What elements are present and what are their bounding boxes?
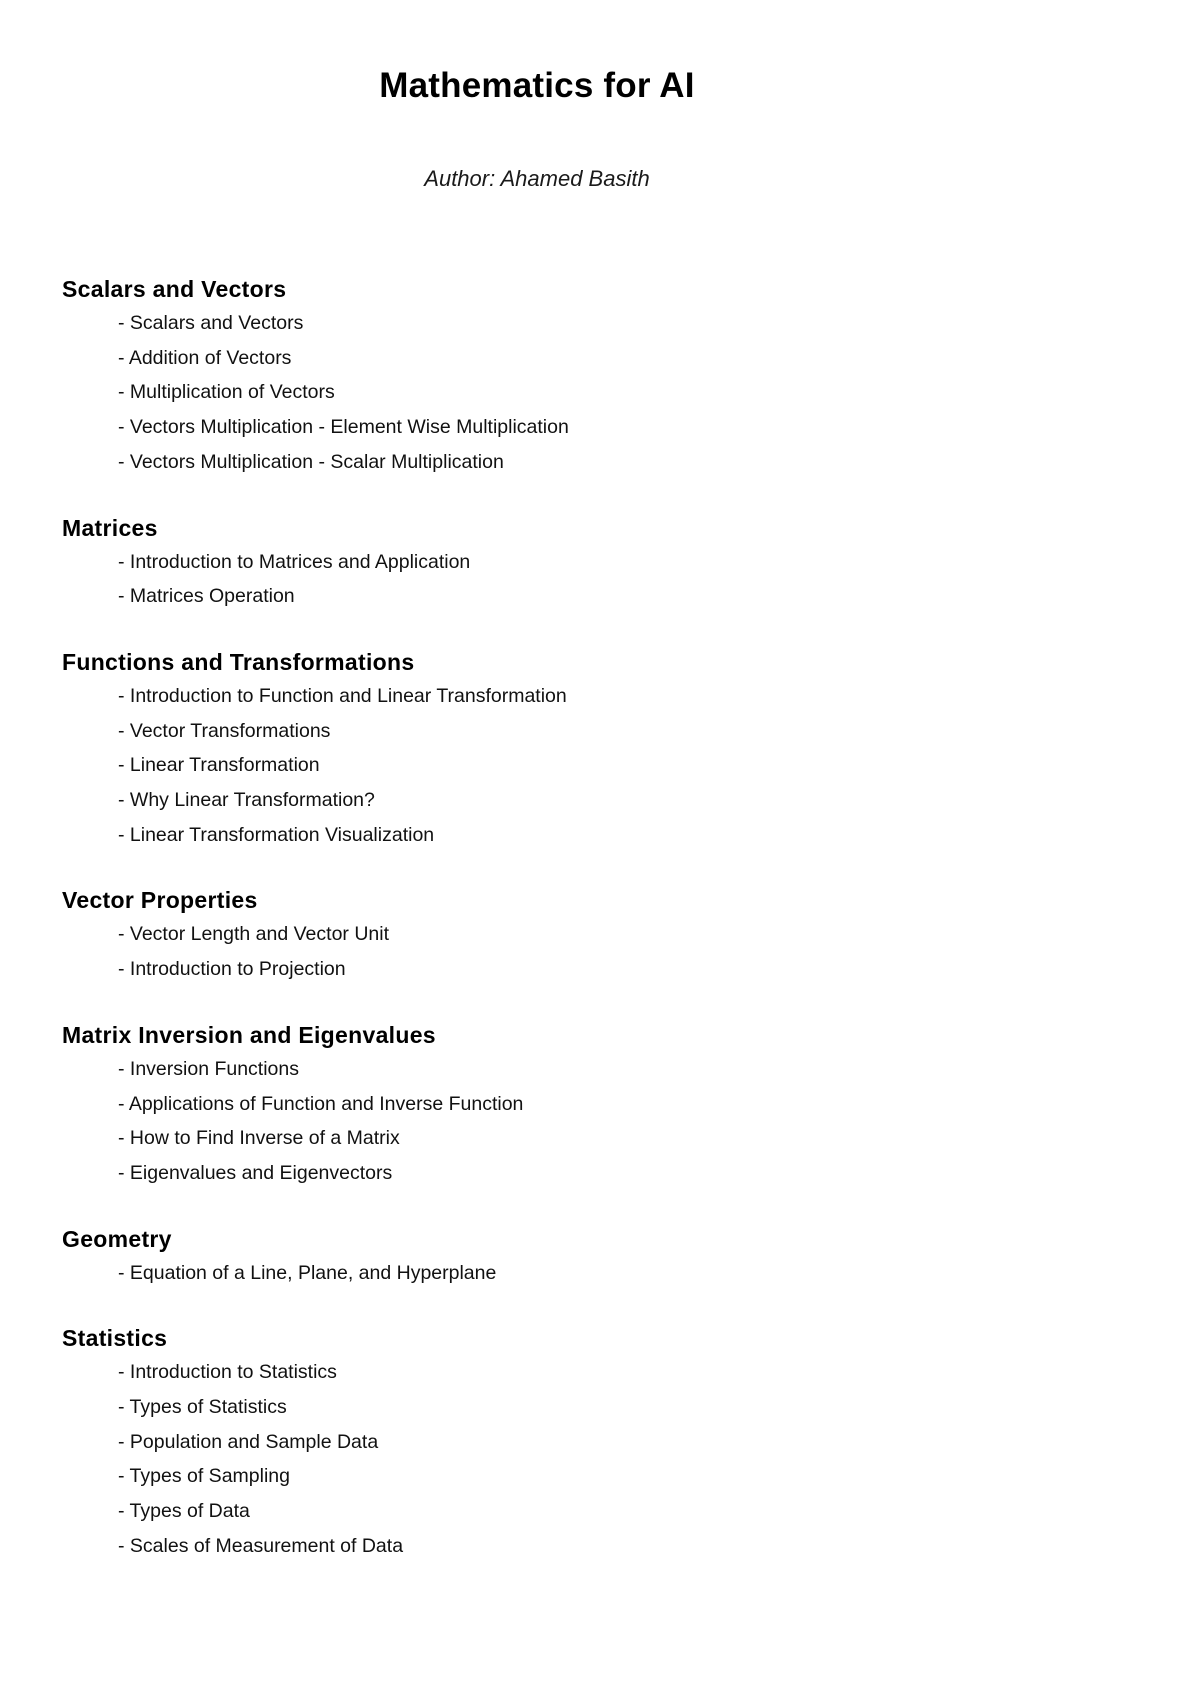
topic-list bbox=[62, 1355, 1122, 1563]
document-title: Mathematics for AI bbox=[379, 66, 695, 105]
topic-item: - Matrices Operation bbox=[118, 585, 295, 608]
topic-list bbox=[62, 1052, 1122, 1191]
topic-item: - Multiplication of Vectors bbox=[118, 381, 335, 404]
topic-item: - Inversion Functions bbox=[118, 1057, 299, 1080]
topic-item: - Vectors Multiplication - Scalar Multiplication bbox=[118, 450, 504, 473]
topic-item: - Population and Sample Data bbox=[118, 1430, 379, 1453]
toc-section bbox=[62, 272, 1122, 480]
topic-item: - Linear Transformation bbox=[118, 754, 320, 777]
topic-item: - Vector Length and Vector Unit bbox=[118, 923, 390, 946]
topic-item: - Types of Data bbox=[118, 1500, 250, 1523]
section-title: Scalars and Vectors bbox=[62, 276, 287, 302]
topic-list bbox=[62, 679, 1122, 853]
topic-item: - Types of Statistics bbox=[118, 1396, 287, 1419]
topic-list bbox=[62, 306, 1122, 480]
topic-item: - Scales of Measurement of Data bbox=[118, 1534, 404, 1557]
topic-item: - Why Linear Transformation? bbox=[118, 789, 375, 812]
toc-section bbox=[62, 883, 1122, 986]
topic-item: - Addition of Vectors bbox=[118, 346, 292, 369]
section-title: Matrices bbox=[62, 514, 158, 541]
topic-list bbox=[62, 545, 1122, 614]
section-title: Functions and Transformations bbox=[62, 648, 415, 675]
table-of-contents bbox=[62, 272, 1122, 1595]
topic-item: - How to Find Inverse of a Matrix bbox=[118, 1127, 400, 1150]
topic-item: - Introduction to Statistics bbox=[118, 1361, 337, 1384]
toc-section bbox=[62, 1222, 1122, 1291]
topic-item: - Introduction to Matrices and Application bbox=[118, 550, 471, 573]
toc-section bbox=[62, 645, 1122, 853]
topic-item: - Introduction to Projection bbox=[118, 958, 346, 981]
topic-item: - Equation of a Line, Plane, and Hyperplane bbox=[118, 1261, 497, 1284]
topic-list bbox=[62, 1256, 1122, 1291]
topic-item: - Linear Transformation Visualization bbox=[118, 823, 435, 846]
topic-item: - Vector Transformations bbox=[118, 719, 331, 742]
topic-item: - Scalars and Vectors bbox=[118, 312, 304, 334]
toc-section bbox=[62, 511, 1122, 614]
toc-section bbox=[62, 1321, 1122, 1563]
section-title: Vector Properties bbox=[62, 887, 258, 914]
topic-item: - Eigenvalues and Eigenvectors bbox=[118, 1161, 393, 1184]
topic-list bbox=[62, 917, 1122, 986]
topic-item: - Types of Sampling bbox=[118, 1465, 290, 1488]
topic-item: - Vectors Multiplication - Element Wise Multiplication bbox=[118, 416, 569, 439]
section-title: Matrix Inversion and Eigenvalues bbox=[62, 1021, 436, 1048]
section-title: Geometry bbox=[62, 1225, 172, 1252]
topic-item: - Applications of Function and Inverse Function bbox=[118, 1092, 524, 1115]
section-title: Statistics bbox=[62, 1325, 168, 1352]
topic-item: - Introduction to Function and Linear Transformation bbox=[118, 684, 567, 707]
document-author: Author: Ahamed Basith bbox=[424, 166, 650, 191]
toc-section bbox=[62, 1018, 1122, 1191]
